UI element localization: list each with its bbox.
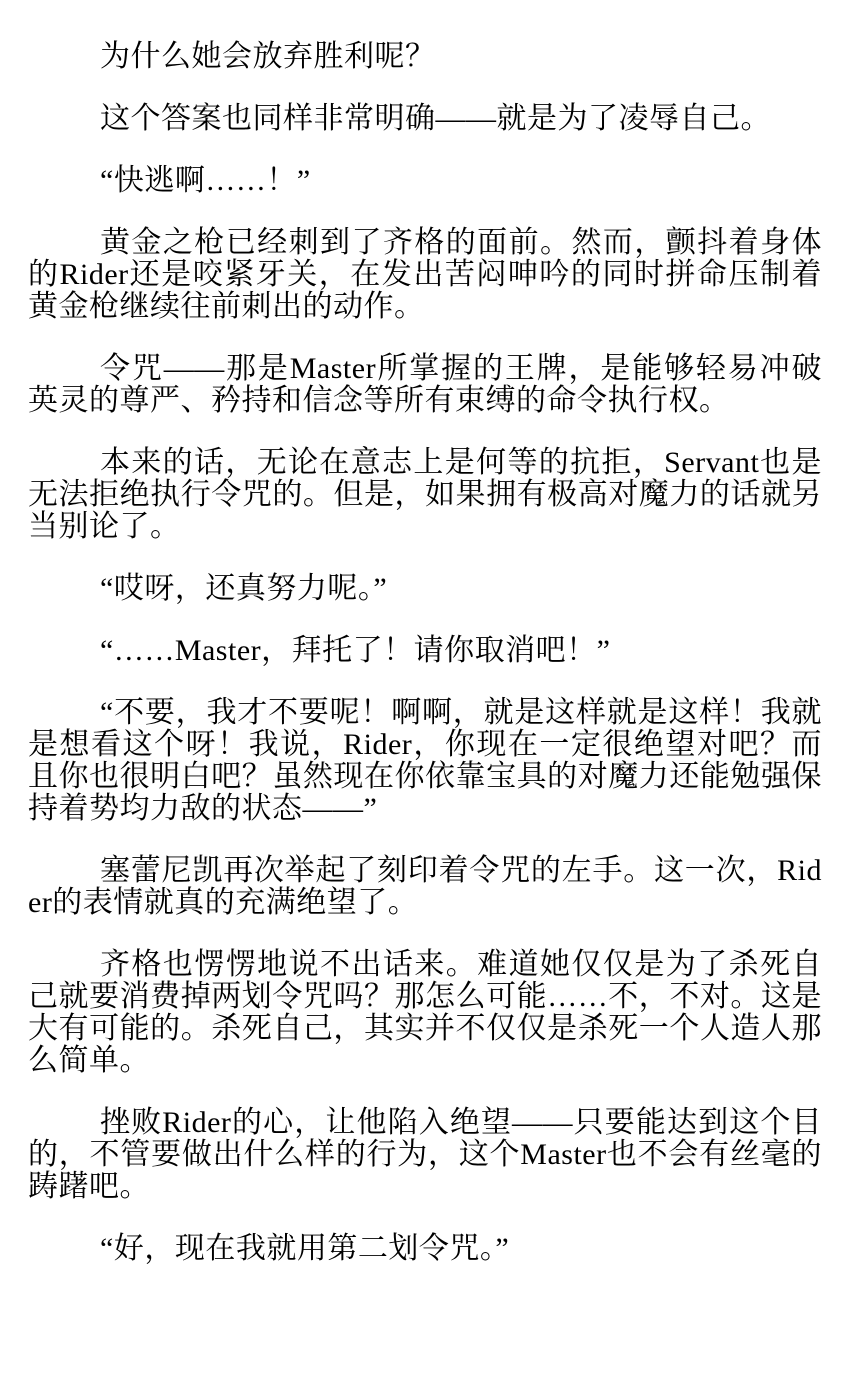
paragraph: 令咒——那是Master所掌握的王牌，是能够轻易冲破英灵的尊严、矜持和信念等所有束缚的命令执行权。 — [28, 352, 822, 417]
paragraph: 挫败Rider的心，让他陷入绝望——只要能达到这个目的，不管要做出什么样的行为，这个Master也不会有丝毫的踌躇吧。 — [28, 1106, 822, 1203]
paragraph: 塞蕾尼凯再次举起了刻印着令咒的左手。这一次，Rider的表情就真的充满绝望了。 — [28, 854, 822, 919]
paragraph-dialogue: “好，现在我就用第二划令咒。” — [100, 1232, 510, 1265]
paragraph-dialogue: “……Master，拜托了！请你取消吧！” — [100, 634, 611, 667]
paragraph-dialogue: “哎呀，还真努力呢。” — [100, 572, 388, 605]
paragraph: 为什么她会放弃胜利呢？ — [100, 40, 436, 73]
paragraph-dialogue: “不要，我才不要呢！啊啊，就是这样就是这样！我就是想看这个呀！我说，Rider，你现在一定很绝望对吧？而且你也很明白吧？虽然现在你依靠宝具的对魔力还能勉强保持着势均力敌的状态——” — [28, 696, 822, 825]
paragraph: 本来的话，无论在意志上是何等的抗拒，Servant也是无法拒绝执行令咒的。但是，如果拥有极高对魔力的话就另当别论了。 — [28, 446, 822, 543]
paragraph: 这个答案也同样非常明确——就是为了凌辱自己。 — [100, 102, 771, 135]
paragraph: 齐格也愣愣地说不出话来。难道她仅仅是为了杀死自己就要消费掉两划令咒吗？那怎么可能……不，不对。这是大有可能的。杀死自己，其实并不仅仅是杀死一个人造人那么简单。 — [28, 948, 822, 1077]
paragraph: 黄金之枪已经刺到了齐格的面前。然而，颤抖着身体的Rider还是咬紧牙关，在发出苦闷呻吟的同时拼命压制着黄金枪继续往前刺出的动作。 — [28, 226, 822, 323]
paragraph-dialogue: “快逃啊……！” — [100, 164, 311, 197]
